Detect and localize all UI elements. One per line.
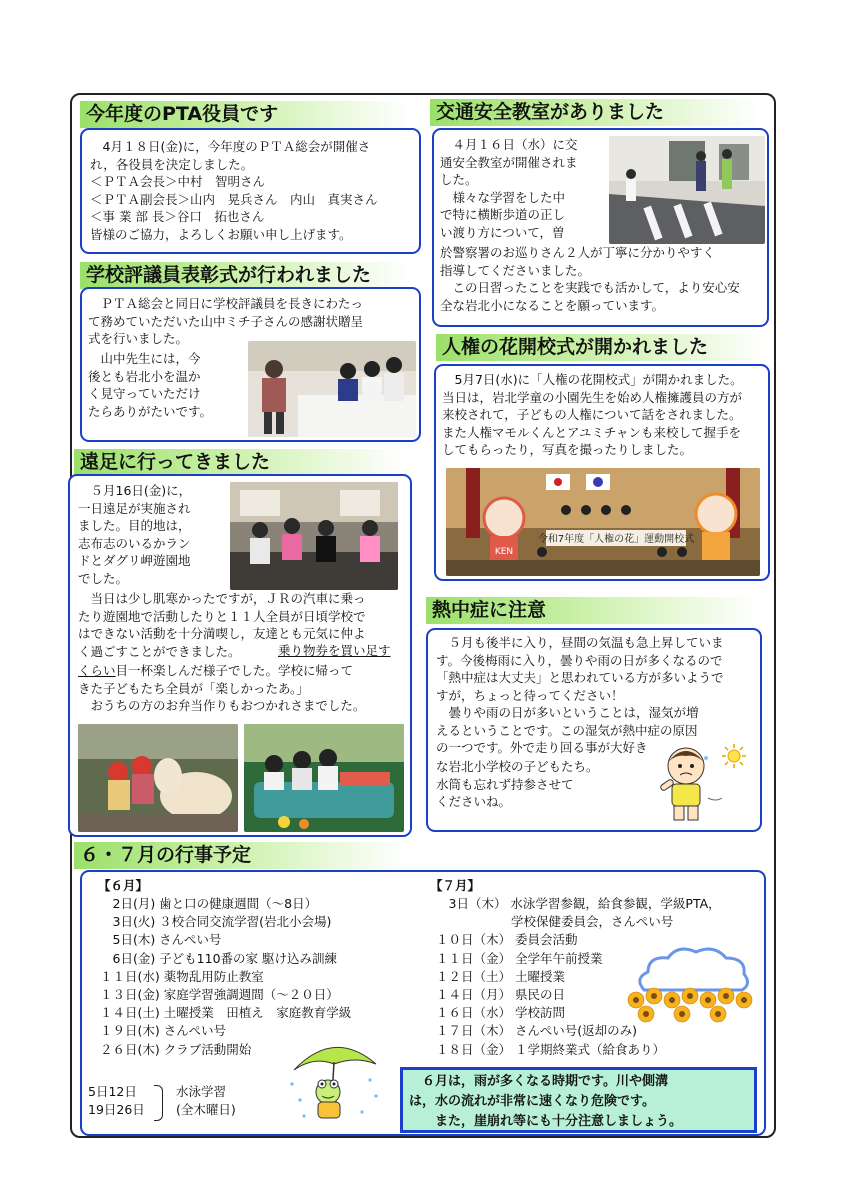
swim-label: 水泳学習 (全木曜日): [176, 1084, 236, 1118]
june-item: 2日(月) 歯と口の健康週間（～8日）: [100, 896, 318, 911]
human-rights-banner: 令和7年度「人権の花」運動開校式: [537, 534, 695, 545]
june-item: １１日(水) 薬物乱用防止教室: [100, 968, 264, 984]
june-item: １９日(木) さんぺい号: [100, 1023, 226, 1039]
excursion-underline-1: 乗り物券を買い足す: [278, 643, 391, 658]
excursion-underline-line: [278, 642, 408, 662]
july-item: １８日（金） １学期終業式（給食あり）: [436, 1041, 665, 1057]
excursion-pony-photo: [78, 724, 238, 832]
heatstroke-text-top: ５月も後半に入り，昼間の気温も急上昇していま す。今後梅雨に入り，曇りや雨の日が多くなるので 「熱中症は大丈夫」と思われている方が多いようで すが，ちょっと待ってください！ 曇りや雨の日が多いということは，湿気が増 えるということです。この湿気が熱中症の原因 の一つです。外で走り回る事が大好き: [436, 635, 724, 755]
swim-bracket: [154, 1085, 163, 1121]
june-item: １４日(土) 土曜授業 田植え 家庭教育学級: [100, 1005, 352, 1021]
july-item: １６日（水） 学校訪問: [436, 1005, 565, 1021]
traffic-text-top: ４月１６日（水）に交 通安全教室が開催されま した。 様々な学習をした中 で特に横断歩道の正し い渡り方について，曽: [440, 137, 578, 240]
heatstroke-text-bottom: な岩北小学校の子どもたち。 水筒も忘れず持参させて くださいね。: [436, 759, 599, 809]
june-item: 5日(木) さんぺい号: [100, 932, 222, 948]
june-label: 【６月】: [98, 878, 149, 893]
july-label: 【７月】: [430, 878, 481, 893]
pta-text: 4月１８日(金)に，今年度のＰＴＡ総会が開催さ れ，各役員を決定しました。 ＜ＰＴＡ会長＞中村 智明さん ＜ＰＴＡ副会長＞山内 晃兵さん 内山 真実さん ＜事 業 部 長＞谷口 拓也さん 皆様のご協力，よろしくお願い申し上げます。: [90, 139, 378, 242]
traffic-heading: 交通安全教室がありました: [430, 99, 760, 126]
excursion-ride-photo: [244, 724, 404, 832]
commendation-text-top: ＰＴＡ総会と同日に学校評議員を長きにわたっ て務めていただいた山中ミチ子さんの感謝状贈呈 式を行いました。: [88, 296, 364, 346]
july-item: 学校保健委員会，さんぺい号: [436, 914, 674, 930]
pta-box: [80, 128, 421, 254]
excursion-text-mid: 当日は少し肌寒かったですが，ＪＲの汽車に乗っ たり遊園地で活動したりと１１人全員が日頃学校で はできない活動を十分満喫し，友達とも元気に仲よ く過ごすことができました。: [78, 591, 366, 659]
july-item: １７日（木） さんぺい号(返却のみ): [436, 1023, 637, 1039]
excursion-box: [68, 474, 412, 837]
june-item: 6日(金) 子ども110番の家 駆け込み訓練: [100, 950, 338, 966]
human-rights-mascot-label: KEN: [494, 547, 514, 557]
july-item: １１日（金） 全学年午前授業: [436, 950, 603, 966]
excursion-underline-2: くらい: [78, 663, 116, 678]
boy-sweating-icon: [652, 744, 726, 824]
traffic-box: [432, 128, 769, 327]
excursion-heading: 遠足に行ってきました: [74, 449, 404, 476]
commendation-photo: [248, 341, 416, 437]
commendation-heading: 学校評議員表彰式が行われました: [80, 262, 410, 289]
frog-umbrella-icon: [284, 1034, 384, 1126]
sunflower-icon: [626, 986, 754, 1024]
heatstroke-heading: 熱中症に注意: [426, 597, 756, 624]
excursion-text-top: ５月16日(金)に， 一日遠足が実施され ました。目的地は， 志布志のいるかラン ドとダグリ岬遊園地 でした。: [78, 483, 192, 586]
june-item: １３日(金) 家庭学習強調週間（～２０日）: [100, 987, 339, 1002]
excursion-train-photo: [230, 482, 398, 590]
human-rights-heading: 人権の花開校式が開かれました: [436, 334, 766, 361]
human-rights-photo: [446, 468, 760, 576]
june-item: 3日(火) ３校合同交流学習(岩北小会場): [100, 914, 332, 930]
swim-dates: 5日12日 19日26日: [88, 1084, 145, 1118]
excursion-text-after: [78, 662, 408, 718]
july-item: １０日（木） 委員会活動: [436, 932, 578, 948]
rain-season-notice: ６月は，雨が多くなる時期です。川や側溝 は，水の流れが非常に速くなり危険です。 また，崖崩れ等にも十分注意しましょう。: [400, 1067, 757, 1133]
human-rights-text: 5月7日(水)に「人権の花開校式」が開かれました。 当日は，岩北学童の小園先生を始め人権擁護員の方が 来校されて，子どもの人権について話をされました。 また人権マモルくんとアユミチャンも来校して握手を してもらったり，写真を撮ったりしました。: [442, 372, 743, 457]
commendation-box: [80, 287, 421, 442]
schedule-heading: ６・７月の行事予定: [74, 842, 404, 869]
july-item: １４日（月） 県民の日: [436, 987, 565, 1002]
traffic-photo: [609, 136, 765, 244]
excursion-text-after-underline: 目一杯楽しんだ様子でした。学校に帰って きた子どもたち全員が「楽しかったあ。」 おうちの方のお弁当作りもおつかれさまでした。: [78, 663, 366, 713]
june-item: ２６日(木) クラブ活動開始: [100, 1041, 252, 1057]
traffic-text-bottom: 於警察署のお巡りさん２人が丁寧に分かりやすく 指導してくださいました。 この日習ったことを実践でも活かして，より安心安 全な岩北小になることを願っています。: [440, 245, 740, 313]
july-item: １２日（土） 土曜授業: [436, 968, 565, 984]
commendation-text-bottom: 山中先生には，今 後とも岩北小を温か く見守っていただけ たらありがたいです。: [88, 351, 213, 419]
july-item: 3日（木） 水泳学習参観，給食参観，学級PTA，: [436, 896, 721, 911]
pta-heading: 今年度のPTA役員です: [80, 101, 410, 128]
human-rights-box: [434, 364, 770, 581]
